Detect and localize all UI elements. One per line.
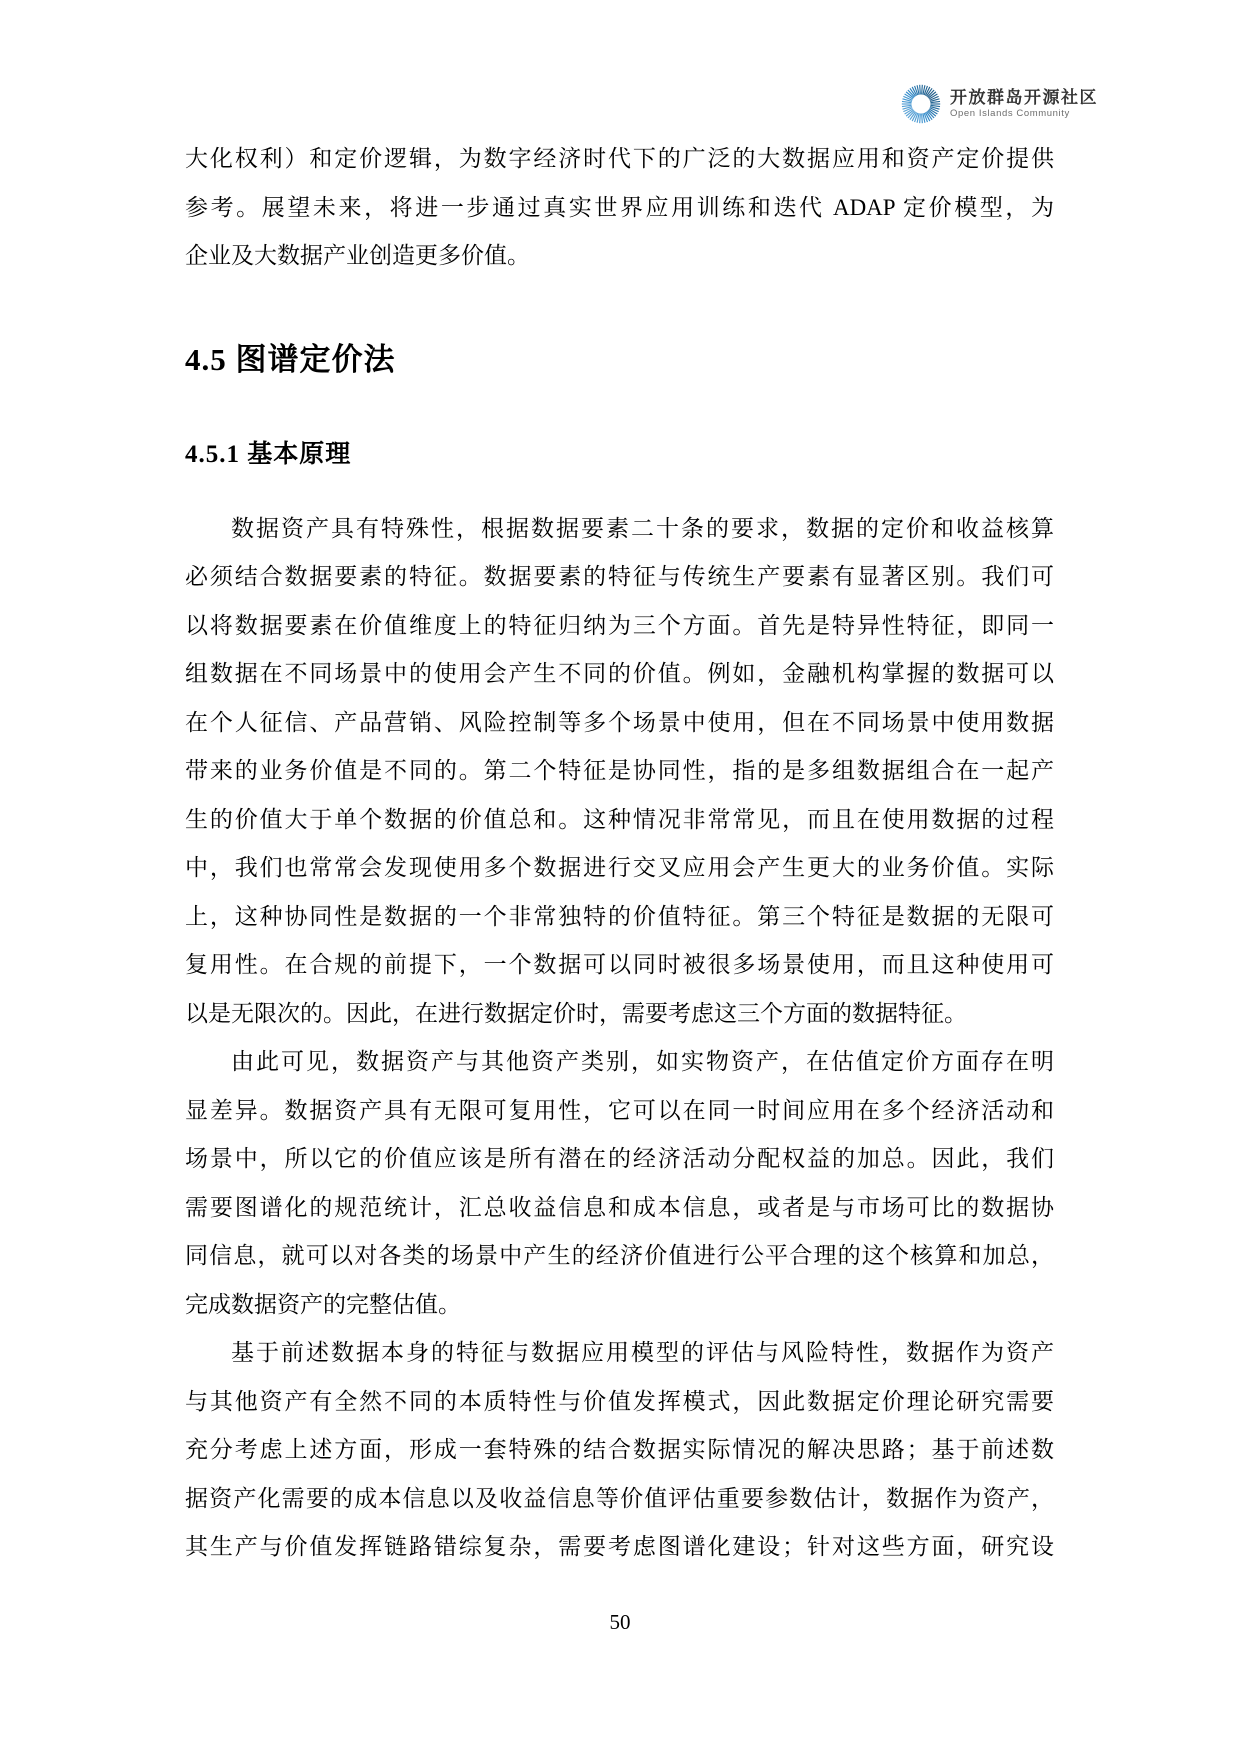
sunburst-icon	[901, 84, 941, 124]
text-line: 其生产与价值发挥链路错综复杂，需要考虑图谱化建设；针对这些方面，研究设	[185, 1534, 1054, 1559]
paragraph-graph-construction	[185, 1329, 1054, 1572]
text-line: 同信息，就可以对各类的场景中产生的经济价值进行公平合理的这个核算和加总，	[185, 1243, 1054, 1268]
text-line: 生的价值大于单个数据的价值总和。这种情况非常常见，而且在使用数据的过程	[185, 806, 1054, 832]
text-line: 据资产化需要的成本信息以及收益信息等价值评估重要参数估计，数据作为资产，	[185, 1485, 1054, 1511]
section-heading: 4.5 图谱定价法	[185, 341, 396, 377]
text-line: 大化权利）和定价逻辑，为数字经济时代下的广泛的大数据应用和资产定价提供	[185, 146, 1054, 171]
text-line: 带来的业务价值是不同的。第二个特征是协同性，指的是多组数据组合在一起产	[185, 758, 1054, 783]
page-footer	[0, 1610, 1240, 1635]
text-line: 充分考虑上述方面，形成一套特殊的结合数据实际情况的解决思路；基于前述数	[185, 1437, 1054, 1462]
text-line: 复用性。在合规的前提下，一个数据可以同时被很多场景使用，而且这种使用可	[185, 952, 1054, 977]
text-line: 数据资产具有特殊性，根据数据要素二十条的要求，数据的定价和收益核算	[231, 515, 1054, 541]
text-line: 与其他资产有全然不同的本质特性与价值发挥模式，因此数据定价理论研究需要	[185, 1388, 1054, 1414]
text-line: 在个人征信、产品营销、风险控制等多个场景中使用，但在不同场景中使用数据	[185, 709, 1054, 735]
text-line: 组数据在不同场景中的使用会产生不同的价值。例如，金融机构掌握的数据可以	[185, 661, 1054, 686]
paragraph-valuation-difference	[185, 1038, 1054, 1329]
text-line: 完成数据资产的完整估值。	[185, 1291, 461, 1317]
text-line: 基于前述数据本身的特征与数据应用模型的评估与风险特性，数据作为资产	[231, 1340, 1054, 1365]
logo-name-cn: 开放群岛开源社区	[950, 88, 1098, 107]
subsection-heading: 4.5.1 基本原理	[185, 440, 352, 468]
paragraph-data-characteristics	[185, 505, 1054, 1039]
text-line: 必须结合数据要素的特征。数据要素的特征与传统生产要素有显著区别。我们可	[185, 564, 1054, 589]
text-line: 场景中，所以它的价值应该是所有潜在的经济活动分配权益的加总。因此，我们	[185, 1146, 1054, 1171]
text-line: 以是无限次的。因此，在进行数据定价时，需要考虑这三个方面的数据特征。	[185, 1000, 967, 1026]
logo	[901, 84, 1098, 124]
text-line: 以将数据要素在价值维度上的特征归纳为三个方面。首先是特异性特征，即同一	[185, 612, 1054, 638]
text-line: 企业及大数据产业创造更多价值。	[185, 243, 530, 268]
text-line: 上，这种协同性是数据的一个非常独特的价值特征。第三个特征是数据的无限可	[185, 903, 1054, 929]
paragraph-continuation	[185, 135, 1054, 281]
page-number: 50	[609, 1610, 631, 1634]
logo-text	[950, 88, 1098, 120]
text-line: 参考。展望未来，将进一步通过真实世界应用训练和迭代 ADAP 定价模型，为	[185, 194, 1054, 220]
text-line: 显差异。数据资产具有无限可复用性，它可以在同一时间应用在多个经济活动和	[185, 1097, 1054, 1123]
logo-name-en: Open Islands Community	[950, 108, 1070, 119]
text-line: 由此可见，数据资产与其他资产类别，如实物资产，在估值定价方面存在明	[231, 1049, 1054, 1074]
text-line: 中，我们也常常会发现使用多个数据进行交叉应用会产生更大的业务价值。实际	[185, 855, 1054, 880]
text-line: 需要图谱化的规范统计，汇总收益信息和成本信息，或者是与市场可比的数据协	[185, 1194, 1054, 1220]
